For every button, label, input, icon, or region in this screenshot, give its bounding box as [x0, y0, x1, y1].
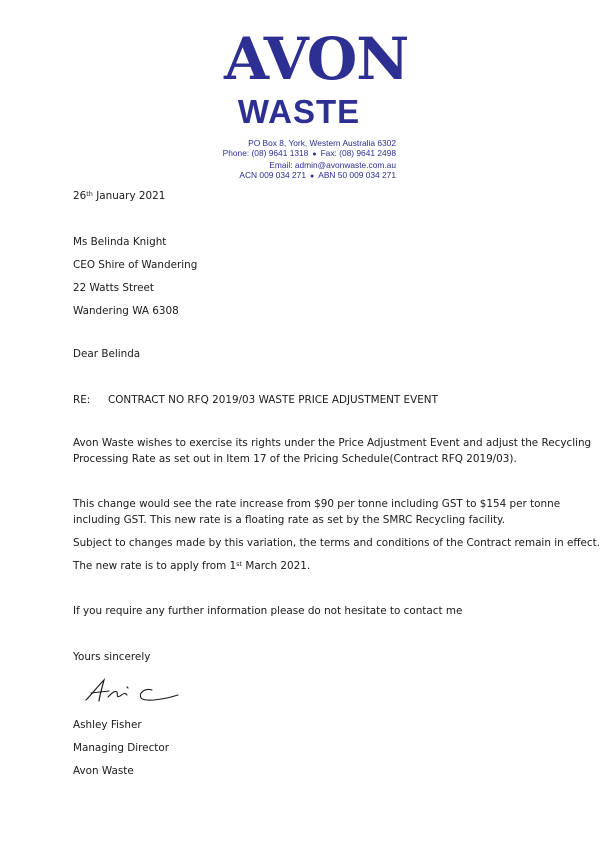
date-rest: January 2021	[92, 190, 166, 202]
company-logo	[224, 25, 409, 136]
letterhead-acn: ACN 009 034 271	[239, 170, 306, 180]
letterhead-phone: Phone: (08) 9641 1318	[222, 148, 309, 158]
recipient-name: Ms Belinda Knight	[73, 236, 167, 248]
paragraph-1-line-2: Processing Rate as set out in Item 17 of the Pricing Schedule(Contract RFQ 2019/03).	[73, 453, 517, 465]
closing: Yours sincerely	[73, 651, 151, 663]
paragraph-2-line-2: including GST. This new rate is a floating rate as set by the SMRC Recycling facility.	[73, 514, 506, 526]
handwritten-signature	[82, 676, 180, 706]
signatory-name: Ashley Fisher	[73, 719, 142, 731]
letterhead-abn: ABN 50 009 034 271	[318, 170, 396, 180]
separator-dot-icon: ●	[310, 173, 315, 180]
paragraph-2-line-1: This change would see the rate increase from $90 per tonne including GST to $154 per tonne	[73, 498, 561, 510]
salutation: Dear Belinda	[73, 348, 141, 360]
letterhead-contact	[190, 138, 396, 182]
letterhead-acn-abn	[190, 170, 396, 182]
signatory-position: Managing Director	[73, 742, 169, 754]
paragraph-1-line-1: Avon Waste wishes to exercise its rights under the Price Adjustment Event and adjust the Recycling	[73, 437, 592, 449]
re-label: RE:	[73, 394, 91, 406]
letterhead-email: Email: admin@avonwaste.com.au	[269, 160, 396, 170]
paragraph-5: If you require any further information please do not hesitate to contact me	[73, 605, 463, 617]
signatory-company: Avon Waste	[73, 765, 134, 777]
logo-waste-text: WASTE	[237, 93, 361, 130]
paragraph-4-suffix: March 2021.	[242, 560, 311, 572]
re-subject: CONTRACT NO RFQ 2019/03 WASTE PRICE ADJUSTMENT EVENT	[108, 394, 438, 406]
recipient-title: CEO Shire of Wandering	[73, 259, 198, 271]
recipient-city: Wandering WA 6308	[73, 305, 179, 317]
paragraph-4	[73, 560, 310, 573]
letterhead-address: PO Box 8, York, Western Australia 6302	[248, 138, 396, 148]
letter-date	[73, 190, 165, 203]
date-day: 26	[73, 190, 87, 202]
logo-avon-text: AVON	[224, 25, 409, 93]
paragraph-4-sup: st	[236, 560, 243, 568]
paragraph-3: Subject to changes made by this variation, the terms and conditions of the Contract remain in effect.	[73, 537, 601, 549]
date-suffix: th	[86, 190, 93, 198]
paragraph-4-prefix: The new rate is to apply from 1	[73, 560, 237, 572]
letterhead-fax: Fax: (08) 9641 2498	[320, 148, 396, 158]
recipient-street: 22 Watts Street	[73, 282, 154, 294]
letterhead-phone-fax	[190, 148, 396, 160]
separator-dot-icon: ●	[312, 151, 317, 158]
